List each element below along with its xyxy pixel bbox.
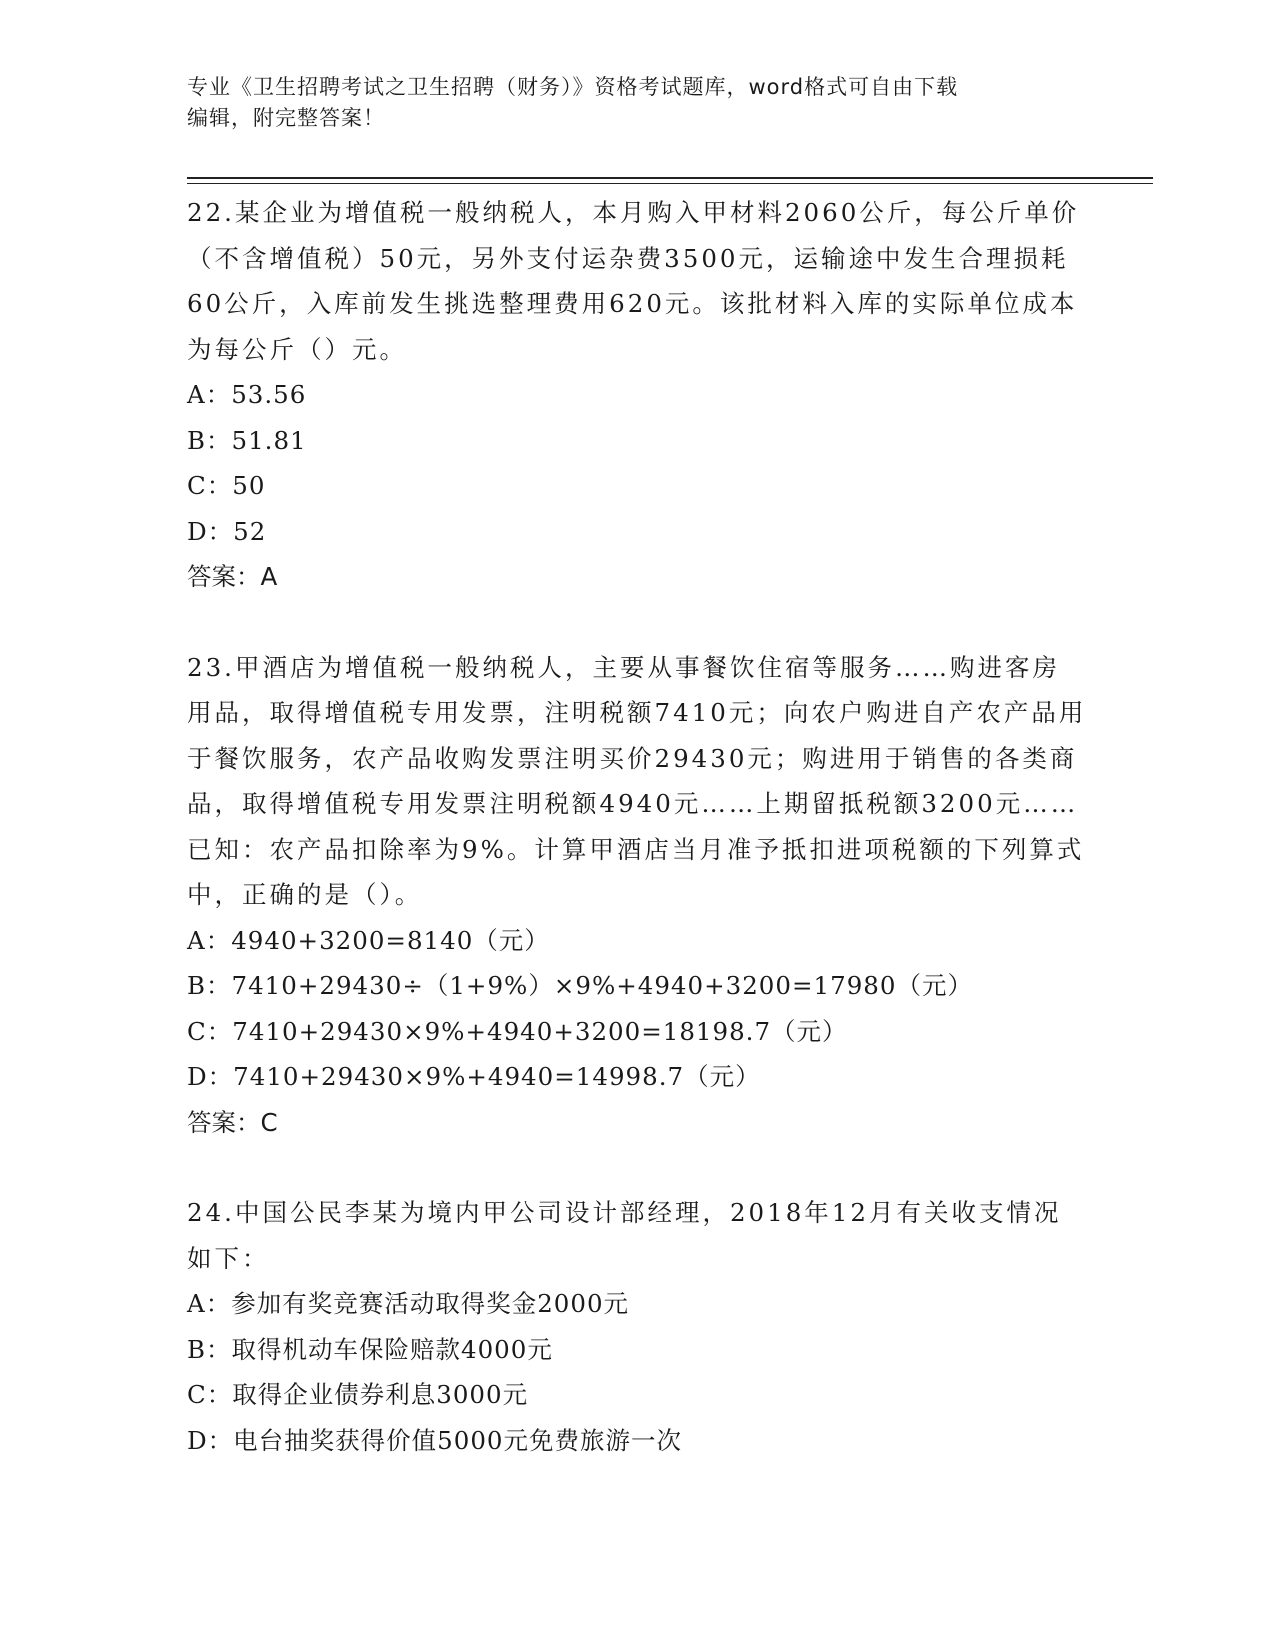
option-c: C：7410+29430×9%+4940+3200=18198.7（元） bbox=[187, 1016, 848, 1046]
option-d: D：52 bbox=[187, 516, 267, 546]
question-24 bbox=[187, 1190, 1087, 1463]
answer: 答案：C bbox=[187, 1107, 278, 1137]
question-23 bbox=[187, 645, 1087, 1146]
option-b: B：51.81 bbox=[187, 425, 307, 455]
question-22 bbox=[187, 190, 1087, 600]
option-b: B：取得机动车保险赔款4000元 bbox=[187, 1334, 553, 1364]
option-d: D：电台抽奖获得价值5000元免费旅游一次 bbox=[187, 1425, 682, 1455]
question-stem: 22.某企业为增值税一般纳税人，本月购入甲材料2060公斤，每公斤单价（不含增值税）50元，另外支付运杂费3500元，运输途中发生合理损耗60公斤，入库前发生挑选整理费用620元。该批材料入库的实际单位成本为每公斤（）元。 bbox=[187, 198, 1080, 364]
option-d: D：7410+29430×9%+4940=14998.7（元） bbox=[187, 1062, 761, 1091]
header-line-2: 编辑，附完整答案！ bbox=[187, 106, 385, 130]
header-rule-thin bbox=[187, 183, 1153, 184]
question-stem: 23.甲酒店为增值税一般纳税人，主要从事餐饮住宿等服务……购进客房用品，取得增值税专用发票，注明税额7410元；向农户购进自产农产品用于餐饮服务，农产品收购发票注明买价29430元；购进用于销售的各类商品，取得增值税专用发票注明税额4940元……上期留抵税额3200元……已知：农产品扣除率为9%。计算甲酒店当月准予抵扣进项税额的下列算式中，正确的是（）。 bbox=[187, 652, 1087, 909]
header-line-1: 专业《卫生招聘考试之卫生招聘（财务）》资格考试题库，word格式可自由下载 bbox=[187, 75, 959, 99]
document-header bbox=[187, 72, 1087, 134]
question-stem: 24.中国公民李某为境内甲公司设计部经理，2018年12月有关收支情况如下： bbox=[187, 1198, 1062, 1273]
question-list bbox=[187, 190, 1087, 1463]
option-a: A：参加有奖竞赛活动取得奖金2000元 bbox=[187, 1289, 630, 1318]
header-rule-thick bbox=[187, 177, 1153, 179]
option-c: C：50 bbox=[187, 471, 266, 500]
answer: 答案：A bbox=[187, 562, 278, 591]
option-a: A：53.56 bbox=[187, 380, 307, 409]
option-c: C：取得企业债券利息3000元 bbox=[187, 1380, 529, 1409]
option-a: A：4940+3200=8140（元） bbox=[187, 925, 550, 955]
option-b: B：7410+29430÷（1+9%）×9%+4940+3200=17980（元） bbox=[187, 971, 973, 1000]
